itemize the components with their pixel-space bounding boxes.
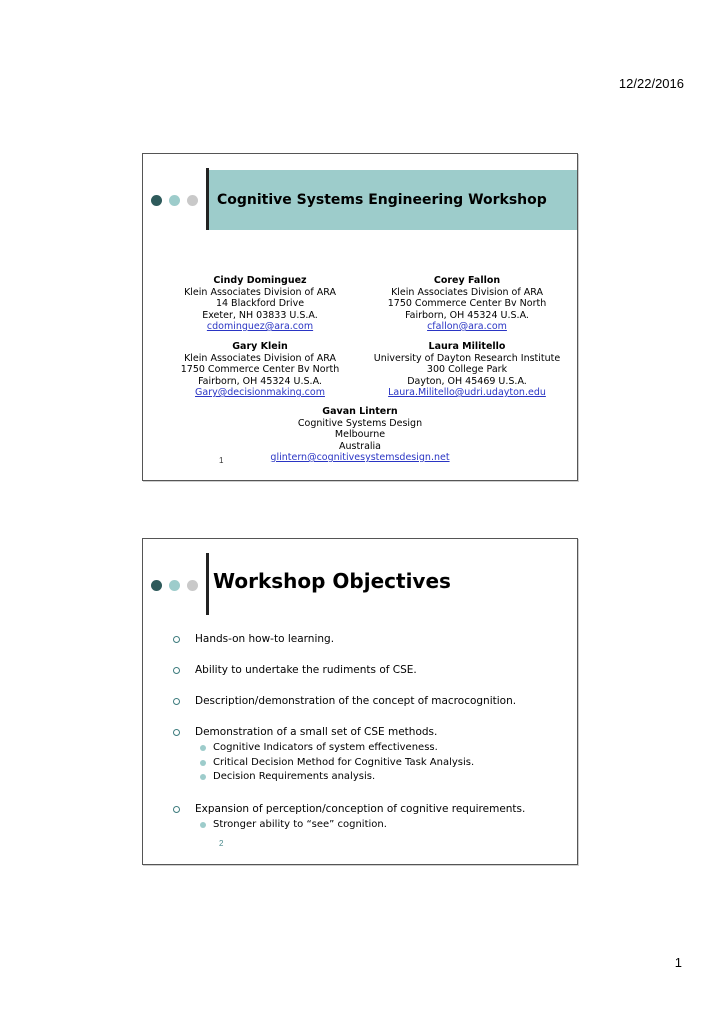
- slide-number: 1: [219, 456, 224, 465]
- list-item: [173, 695, 567, 708]
- page-date: 12/22/2016: [618, 76, 684, 91]
- slide-title: Cognitive Systems Engineering Workshop: [217, 192, 547, 208]
- objective-text: Description/demonstration of the concept of macrocognition.: [195, 695, 517, 707]
- author-email-link[interactable]: cfallon@ara.com: [427, 321, 507, 332]
- author-email-link[interactable]: Laura.Militello@udri.udayton.edu: [388, 387, 546, 398]
- author-email-link[interactable]: cdominguez@ara.com: [206, 321, 314, 332]
- title-divider: [206, 553, 209, 615]
- objective-text: Hands-on how-to learning.: [195, 633, 335, 645]
- sub-item: Critical Decision Method for Cognitive Task Analysis.: [195, 756, 567, 771]
- objective-text: Demonstration of a small set of CSE methods.: [195, 726, 438, 738]
- author-name: Laura Militello: [428, 341, 506, 352]
- author-city: Dayton, OH 45469 U.S.A.: [407, 375, 527, 387]
- author-city: Exeter, NH 03833 U.S.A.: [202, 309, 318, 321]
- author-name: Corey Fallon: [433, 275, 501, 286]
- author-address: 300 College Park: [426, 364, 508, 375]
- sub-item: Stronger ability to “see” cognition.: [195, 818, 567, 833]
- author-affiliation: Klein Associates Division of ARA: [184, 352, 336, 364]
- decorative-dots: [151, 195, 198, 206]
- dot-teal-icon: [169, 580, 180, 591]
- list-item: [173, 664, 567, 677]
- slide-title: Workshop Objectives: [213, 569, 451, 593]
- slide-2: [142, 538, 578, 865]
- list-item: [173, 803, 567, 833]
- objectives-list: [173, 633, 567, 850]
- objective-text: Ability to undertake the rudiments of CSE.: [195, 664, 417, 676]
- author-card: [255, 406, 465, 464]
- objective-text: Expansion of perception/conception of cognitive requirements.: [195, 802, 526, 815]
- author-city: Fairborn, OH 45324 U.S.A.: [405, 309, 529, 321]
- dot-dark-icon: [151, 195, 162, 206]
- author-affiliation: University of Dayton Research Institute: [373, 352, 561, 364]
- author-address: 1750 Commerce Center Bv North: [180, 364, 340, 375]
- dot-dark-icon: [151, 580, 162, 591]
- author-card: [362, 341, 572, 399]
- sub-item: Decision Requirements analysis.: [195, 770, 567, 785]
- author-city: Australia: [338, 440, 382, 452]
- slide-number: 2: [219, 839, 224, 848]
- slide-1: [142, 153, 578, 481]
- author-name: Cindy Dominguez: [213, 275, 307, 286]
- author-card: [155, 275, 365, 333]
- sub-list: [195, 818, 567, 833]
- sub-item: Cognitive Indicators of system effectiveness.: [195, 741, 567, 756]
- list-item: [173, 633, 567, 646]
- author-affiliation: Klein Associates Division of ARA: [391, 286, 543, 298]
- dot-teal-icon: [169, 195, 180, 206]
- author-address: 1750 Commerce Center Bv North: [387, 298, 547, 309]
- author-address: Melbourne: [334, 429, 386, 440]
- dot-gray-icon: [187, 580, 198, 591]
- author-name: Gavan Lintern: [322, 406, 398, 417]
- author-card: [362, 275, 572, 333]
- author-name: Gary Klein: [232, 341, 288, 352]
- author-affiliation: Klein Associates Division of ARA: [184, 286, 336, 298]
- author-email-link[interactable]: Gary@decisionmaking.com: [195, 387, 325, 398]
- list-item: [173, 726, 567, 785]
- title-divider: [206, 168, 209, 230]
- author-affiliation: Cognitive Systems Design: [297, 417, 423, 429]
- author-email-link[interactable]: glintern@cognitivesystemsdesign.net: [270, 452, 450, 463]
- dot-gray-icon: [187, 195, 198, 206]
- sub-list: [195, 741, 567, 785]
- author-card: [155, 341, 365, 399]
- page-number: 1: [674, 955, 682, 970]
- author-address: 14 Blackford Drive: [215, 298, 305, 309]
- author-city: Fairborn, OH 45324 U.S.A.: [198, 375, 322, 387]
- decorative-dots: [151, 580, 198, 591]
